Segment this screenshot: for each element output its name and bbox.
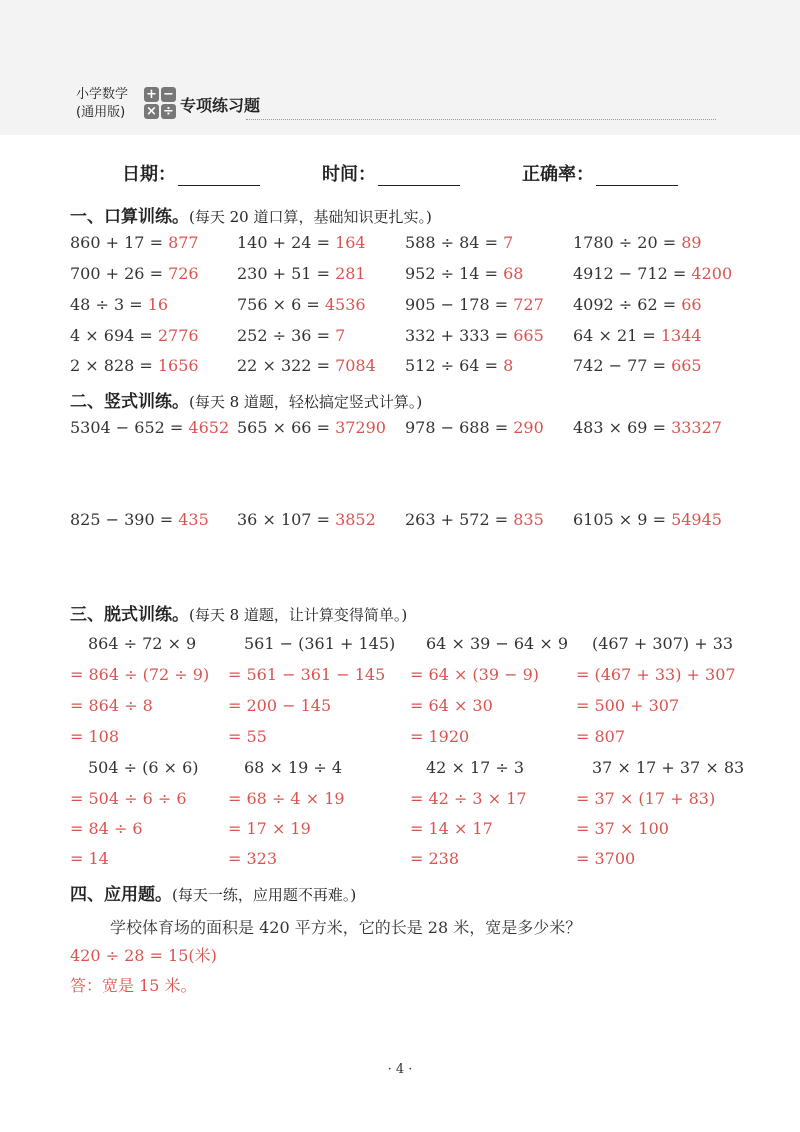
section-2-title: 二、竖式训练。 (70, 392, 189, 412)
equation: 140 + 24 = 164 (237, 233, 366, 252)
step: = 37 × 100 (576, 819, 669, 838)
answer: 435 (178, 510, 209, 529)
step: = 238 (410, 849, 460, 868)
step: = 1920 (410, 727, 470, 746)
answer: 665 (513, 326, 544, 345)
expression: 561 − (361 + 145) (244, 634, 396, 653)
section-1-title: 一、口算训练。 (70, 207, 189, 227)
equation: 978 − 688 = 290 (405, 418, 544, 437)
answer: 2776 (157, 326, 199, 345)
expression: 68 × 19 ÷ 4 (244, 758, 343, 777)
step: = 500 + 307 (576, 696, 680, 715)
equation: 756 × 6 = 4536 (237, 295, 366, 314)
step: = 323 (228, 849, 278, 868)
brand-line-1: 小学数学 (76, 87, 129, 102)
step: = 864 ÷ 8 (70, 696, 153, 715)
equation: 5304 − 652 = 4652 (70, 418, 230, 437)
section-3-note: (每天 8 道题，让计算变得简单。) (189, 606, 408, 624)
divide-icon: ÷ (161, 104, 176, 119)
answer: 68 (503, 264, 524, 283)
answer: 281 (335, 264, 366, 283)
minus-icon: − (161, 87, 176, 102)
answer: 8 (503, 356, 514, 375)
equation: 860 + 17 = 877 (70, 233, 199, 252)
equation: 1780 ÷ 20 = 89 (573, 233, 702, 252)
accuracy-blank[interactable] (596, 165, 678, 186)
answer: 726 (168, 264, 199, 283)
operators-logo (144, 87, 176, 119)
step: = 17 × 19 (228, 819, 311, 838)
equation: 905 − 178 = 727 (405, 295, 544, 314)
step: = 200 − 145 (228, 696, 332, 715)
step: = 37 × (17 + 83) (576, 789, 716, 808)
answer: 4536 (324, 295, 366, 314)
step: = 64 × (39 − 9) (410, 665, 540, 684)
answer: 66 (681, 295, 702, 314)
date-label: 日期： (122, 164, 176, 185)
step: = 3700 (576, 849, 636, 868)
answer: 3852 (335, 510, 376, 529)
answer: 33327 (671, 418, 722, 437)
answer: 89 (681, 233, 702, 252)
section-1-note: (每天 20 道口算，基础知识更扎实。) (189, 208, 432, 226)
info-fields (0, 160, 800, 190)
answer: 7 (503, 233, 514, 252)
equation: 588 ÷ 84 = 7 (405, 233, 514, 252)
step: = 68 ÷ 4 × 19 (228, 789, 345, 808)
answer: 290 (513, 418, 544, 437)
step: = 864 ÷ (72 ÷ 9) (70, 665, 210, 684)
answer: 54945 (671, 510, 722, 529)
step: = 14 (70, 849, 109, 868)
equation: 4 × 694 = 2776 (70, 326, 199, 345)
equation: 742 − 77 = 665 (573, 356, 702, 375)
section-3-title: 三、脱式训练。 (70, 605, 189, 625)
answer: 877 (168, 233, 199, 252)
header-divider (246, 119, 716, 120)
section-1-heading (70, 202, 432, 227)
answer: 4200 (691, 264, 733, 283)
time-label: 时间： (322, 164, 376, 185)
answer: 1656 (157, 356, 199, 375)
answer: 727 (513, 295, 544, 314)
answer: 1344 (660, 326, 702, 345)
date-field[interactable] (122, 160, 260, 186)
step: = (467 + 33) + 307 (576, 665, 736, 684)
equation: 4912 − 712 = 4200 (573, 264, 733, 283)
solution-equation: 420 ÷ 28 = 15(米) (70, 946, 217, 965)
equation: 700 + 26 = 726 (70, 264, 199, 283)
expression: 864 ÷ 72 × 9 (88, 634, 197, 653)
equation: 22 × 322 = 7084 (237, 356, 376, 375)
date-blank[interactable] (178, 165, 260, 186)
step: = 108 (70, 727, 120, 746)
step: = 561 − 361 − 145 (228, 665, 386, 684)
times-icon: × (144, 104, 159, 119)
equation: 332 + 333 = 665 (405, 326, 544, 345)
section-2-note: (每天 8 道题，轻松搞定竖式计算。) (189, 393, 423, 411)
section-4-heading (70, 880, 356, 905)
series-brand (76, 86, 128, 122)
step: = 14 × 17 (410, 819, 493, 838)
answer: 16 (147, 295, 169, 314)
series-title: 专项练习题 (180, 96, 261, 115)
equation: 565 × 66 = 37290 (237, 418, 386, 437)
step: = 42 ÷ 3 × 17 (410, 789, 527, 808)
step: = 64 × 30 (410, 696, 493, 715)
answer: 7 (335, 326, 346, 345)
step: = 807 (576, 727, 626, 746)
expression: 504 ÷ (6 × 6) (88, 758, 199, 777)
equation: 4092 ÷ 62 = 66 (573, 295, 702, 314)
step: = 504 ÷ 6 ÷ 6 (70, 789, 187, 808)
answer: 37290 (335, 418, 386, 437)
equation: 512 ÷ 64 = 8 (405, 356, 514, 375)
equation: 252 ÷ 36 = 7 (237, 326, 346, 345)
answer: 835 (513, 510, 544, 529)
expression: 42 × 17 ÷ 3 (426, 758, 525, 777)
brand-line-2: (通用版) (76, 105, 126, 120)
section-4-note: (每天一练，应用题不再难。) (172, 886, 357, 904)
section-4-title: 四、应用题。 (70, 885, 172, 905)
equation: 952 ÷ 14 = 68 (405, 264, 524, 283)
step: = 55 (228, 727, 267, 746)
equation: 483 × 69 = 33327 (573, 418, 722, 437)
solution-answer: 答：宽是 15 米。 (70, 976, 197, 995)
equation: 48 ÷ 3 = 16 (70, 295, 169, 314)
time-blank[interactable] (378, 165, 460, 186)
page-number: · 4 · (387, 1062, 413, 1077)
accuracy-label: 正确率： (522, 164, 594, 185)
answer: 164 (335, 233, 366, 252)
page-header (76, 86, 716, 126)
time-field[interactable] (322, 160, 460, 186)
section-2-heading (70, 387, 422, 412)
equation: 6105 × 9 = 54945 (573, 510, 722, 529)
expression: 64 × 39 − 64 × 9 (426, 634, 568, 653)
expression: 37 × 17 + 37 × 83 (592, 758, 745, 777)
expression: (467 + 307) + 33 (592, 634, 734, 653)
equation: 263 + 572 = 835 (405, 510, 544, 529)
equation: 230 + 51 = 281 (237, 264, 366, 283)
word-problem: 学校体育场的面积是 420 平方米，它的长是 28 米，宽是多少米？ (110, 918, 582, 937)
plus-icon: + (144, 87, 159, 102)
equation: 64 × 21 = 1344 (573, 326, 702, 345)
answer: 7084 (335, 356, 376, 375)
answer: 665 (671, 356, 702, 375)
equation: 2 × 828 = 1656 (70, 356, 199, 375)
answer: 4652 (188, 418, 230, 437)
equation: 825 − 390 = 435 (70, 510, 209, 529)
accuracy-field[interactable] (522, 160, 678, 186)
step: = 84 ÷ 6 (70, 819, 143, 838)
section-3-heading (70, 600, 407, 625)
equation: 36 × 107 = 3852 (237, 510, 376, 529)
